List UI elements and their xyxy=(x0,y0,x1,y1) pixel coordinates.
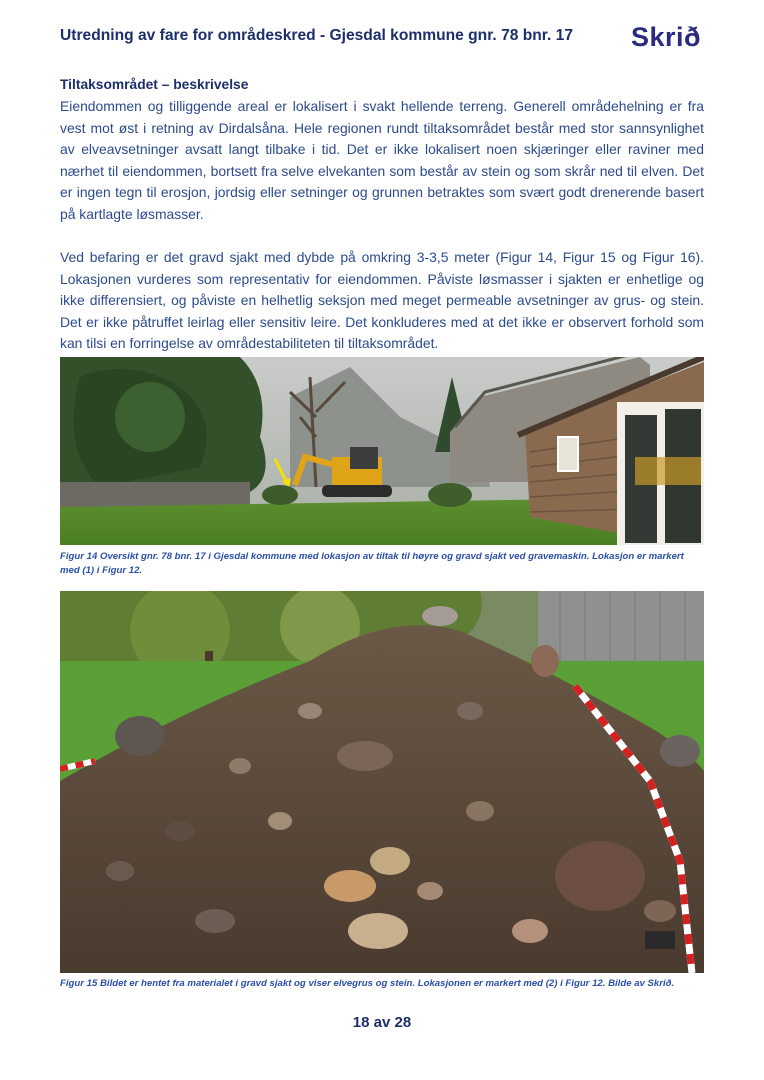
section-heading: Tiltaksområdet – beskrivelse xyxy=(60,77,249,92)
paragraph-description: Eiendommen og tilliggende areal er lokalisert i svakt hellende terreng. Generell områdehelning er fra vest mot øst i retning av Dirdalsåna. Hele regionen rundt tiltaksområdet består med stor sannsynlighet av elveavsetninger avsatt langt tilbake i tid. Det er ikke lokalisert noen skjæringer eller raviner med nærhet til eiendommen, bortsett fra selve elvekanten som består av stein og som skrår ned til elven. Det er ingen tegn til erosjon, jordsig eller setninger og grunnen betraktes som svært godt drenerende basert på kartlagte løsmasser. xyxy=(60,98,704,222)
page-header-title: Utredning av fare for områdeskred - Gjesdal kommune gnr. 78 bnr. 17 xyxy=(60,27,574,44)
figure-15-photo xyxy=(60,591,704,973)
figure-14-photo xyxy=(60,357,704,545)
figure-14-caption: Figur 14 Oversikt gnr. 78 bnr. 17 i Gjesdal kommune med lokasjon av tiltak til høyre og gravd sjakt ved gravemaskin. Lokasjon er markert med (1) i Figur 12. xyxy=(60,551,684,576)
figure-15-caption: Figur 15 Bildet er hentet fra materialet i gravd sjakt og viser elvegrus og stein. Lokasjonen er markert med (2) i Figur 12. Bilde av Skrið. xyxy=(60,978,675,989)
paragraph-findings: Ved befaring er det gravd sjakt med dybde på omkring 3-3,5 meter (Figur 14, Figur 15 og Figur 16). Lokasjonen vurderes som representativ for eiendommen. Påviste løsmasser i sjakten er enhetlige og ikke differensiert, og påviste en helhetlig seksjon med meget permeable avsetninger av grus- og stein. Det er ikke påtruffet leirlag eller sensitiv leire. Det konkluderes med at det ikke er observert forhold som kan tilsi en forringelse av områdestabiliteten til tiltaksområdet. xyxy=(60,249,704,352)
skrid-logo: Skrið xyxy=(631,22,702,52)
page-number: 18 av 28 xyxy=(352,1014,412,1031)
